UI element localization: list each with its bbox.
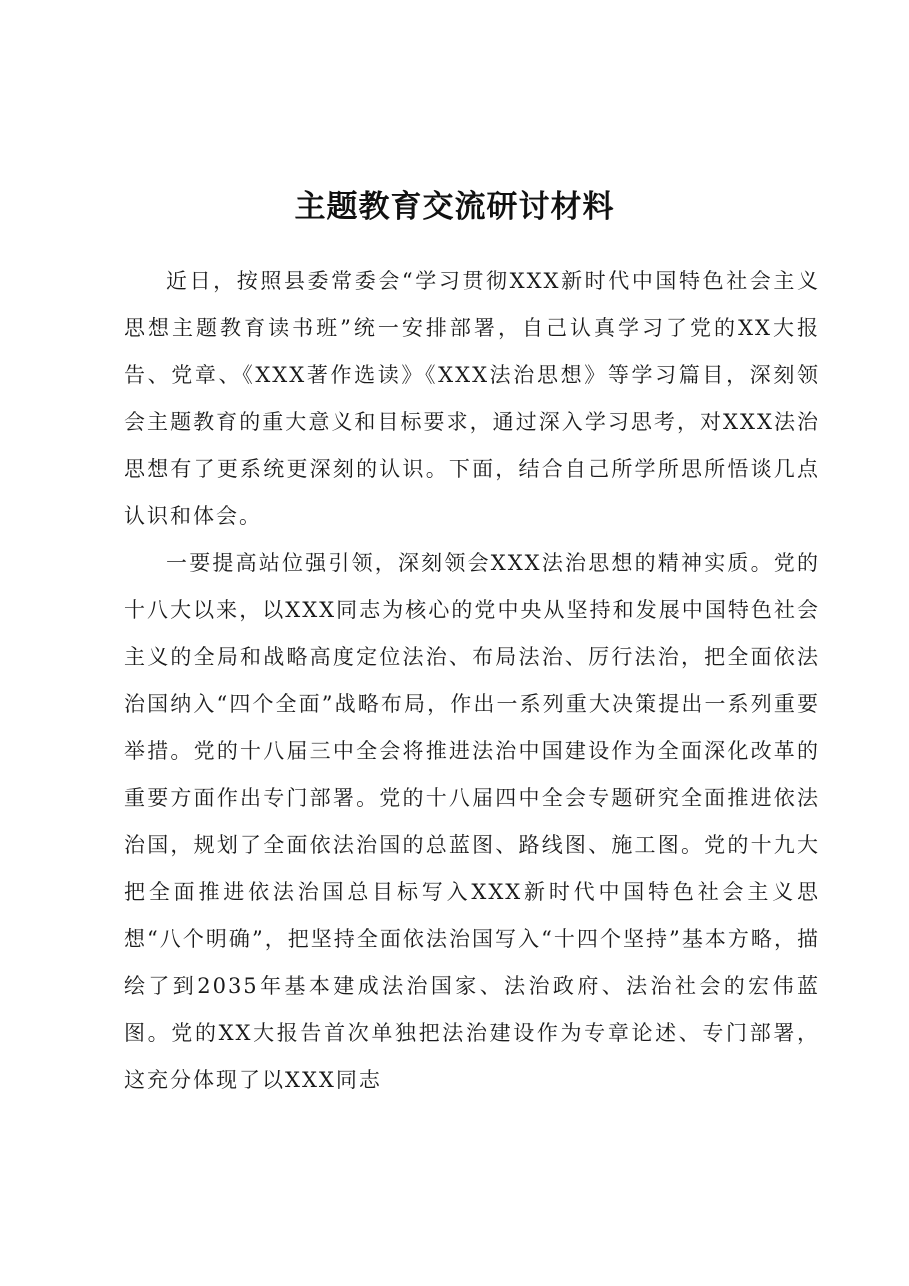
paragraph-point-one: 一要提高站位强引领，深刻领会XXX法治思想的精神实质。党的十八大以来，以XXX同志为核心的党中央从坚持和发展中国特色社会主义的全局和战略高度定位法治、布局法治、厉行法治，把全面依法治国纳入“四个全面”战略布局，作出一系列重大决策提出一系列重要举措。党的十八届三中全会将推进法治中国建设作为全面深化改革的重要方面作出专门部署。党的十八届四中全会专题研究全面推进依法治国，规划了全面依法治国的总蓝图、路线图、施工图。党的十九大把全面推进依法治国总目标写入XXX新时代中国特色社会主义思想“八个明确”，把坚持全面依法治国写入“十四个坚持”基本方略，描绘了到2035年基本建成法治国家、法治政府、法治社会的宏伟蓝图。党的XX大报告首次单独把法治建设作为专章论述、专门部署，这充分体现了以XXX同志 (124, 551, 820, 1092)
document-body (124, 258, 820, 1104)
paragraph-intro: 近日，按照县委常委会“学习贯彻XXX新时代中国特色社会主义思想主题教育读书班”统一安排部署，自己认真学习了党的XX大报告、党章、《XXX著作选读》《XXX法治思想》等学习篇目，深刻领会主题教育的重大意义和目标要求，通过深入学习思考，对XXX法治思想有了更系统更深刻的认识。下面，结合自己所学所思所悟谈几点认识和体会。 (124, 269, 820, 528)
document-title: 主题教育交流研讨材料 (294, 189, 615, 225)
